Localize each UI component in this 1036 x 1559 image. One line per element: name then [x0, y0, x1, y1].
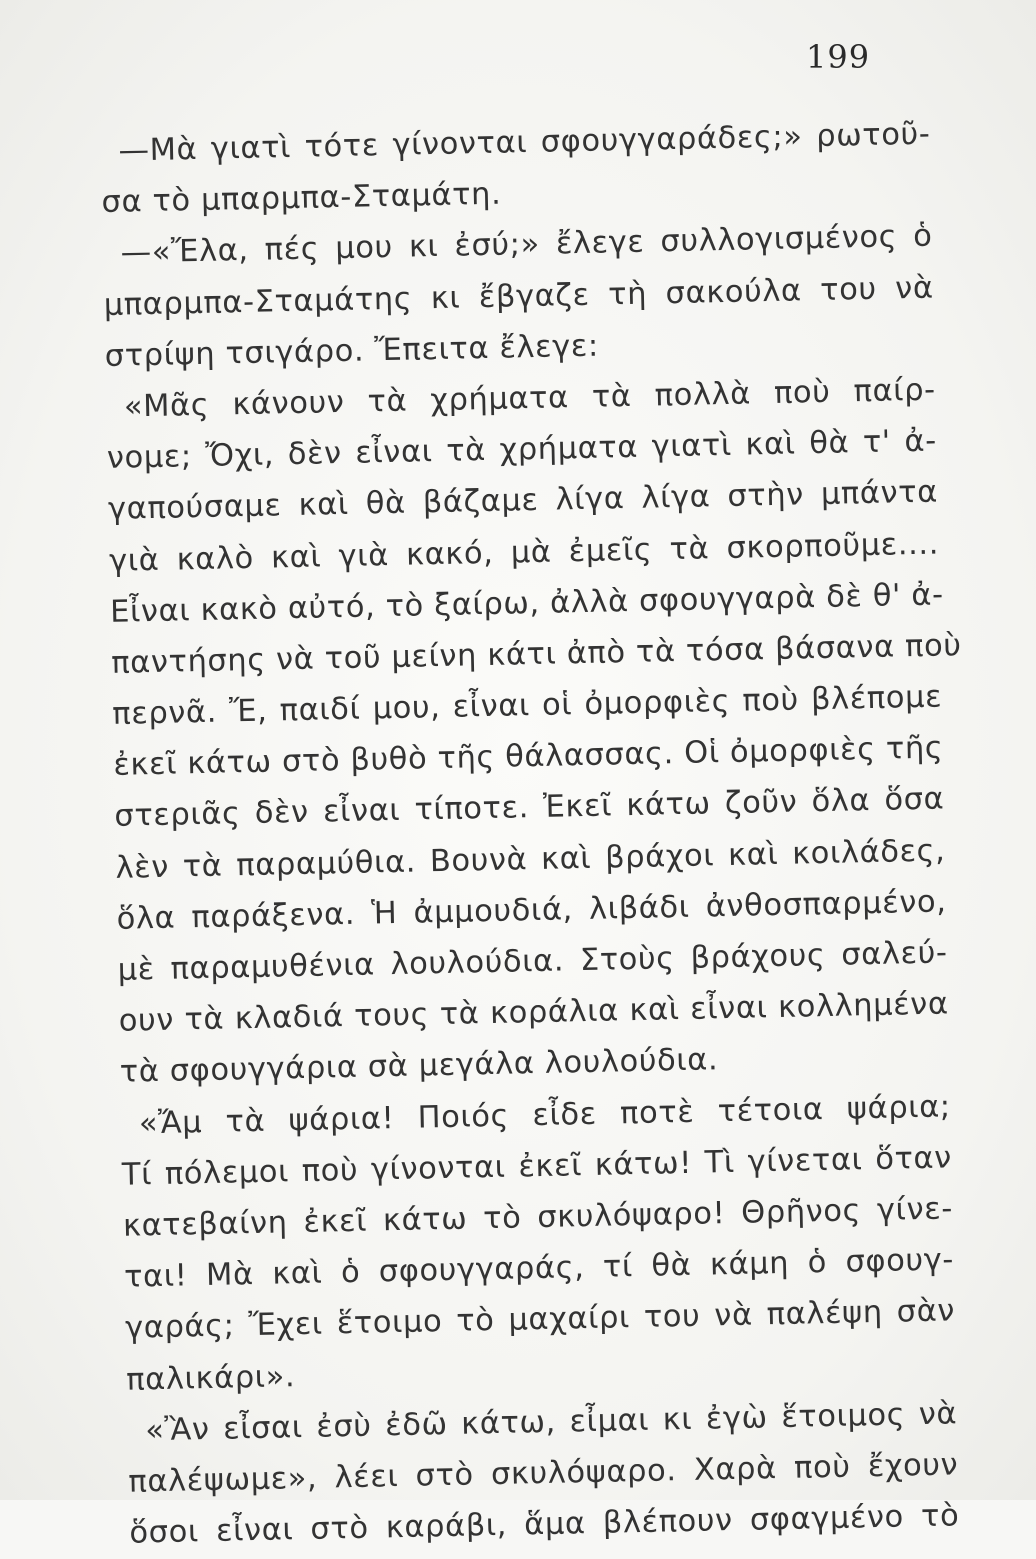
text-line: ἐκεῖ κάτω στὸ βυθὸ τῆς θάλασσας. Οἱ ὀμορφιὲς τῆς: [113, 730, 944, 784]
text-line: ται! Μὰ καὶ ὁ σφουγγαράς, τί θὰ κάμη ὁ σφουγ-: [123, 1242, 955, 1295]
page-number: 199: [806, 38, 871, 76]
text-line: ὅλα παράξενα. Ἡ ἀμμουδιά, λιβάδι ἀνθοσπαρμένο,: [116, 884, 947, 937]
text-line: παλικάρι».: [125, 1358, 296, 1398]
text-line: ουν τὰ κλαδιά τους τὰ κοράλια καὶ εἶναι κολλημένα: [118, 986, 949, 1039]
text-line: γαπούσαμε καὶ θὰ βάζαμε λίγα λίγα στὴν μπάντα: [107, 474, 939, 528]
text-line: γαράς; Ἔχει ἕτοιμο τὸ μαχαίρι του νὰ παλέψη σὰν: [124, 1293, 956, 1347]
text-line: λὲν τὰ παραμύθια. Βουνὰ καὶ βράχοι καὶ κοιλάδες,: [115, 833, 946, 886]
text-line: στρίψη τσιγάρο. Ἔπειτα ἔλεγε:: [104, 328, 600, 374]
text-line: σα τὸ μπαρμπα-Σταμάτη.: [101, 176, 502, 221]
text-line: τὰ σφουγγάρια σὰ μεγάλα λουλούδια.: [119, 1042, 719, 1091]
text-line: «Ἂν εἶσαι ἐσὺ ἐδῶ κάτω, εἶμαι κι ἐγὼ ἕτοιμος νὰ: [144, 1396, 958, 1449]
text-line: νομε; Ὄχι, δὲν εἶναι τὰ χρήματα γιατὶ καὶ θὰ τ' ἀ-: [106, 423, 938, 477]
text-line: ὅσοι εἶναι στὸ καράβι, ἅμα βλέπουν σφαγμένο τὸ: [129, 1498, 960, 1551]
text-line: Τί πόλεμοι ποὺ γίνονται ἐκεῖ κάτω! Τὶ γίνεται ὅταν: [121, 1140, 953, 1193]
text-line: στεριᾶς δὲν εἶναι τίποτε. Ἐκεῖ κάτω ζοῦν ὅλα ὅσα: [114, 781, 945, 835]
text-line: —Μὰ γιατὶ τότε γίνονται σφουγγαράδες;» ρωτοῦ-: [118, 116, 931, 169]
body-text: [100, 109, 960, 1559]
text-line: παλέψωμε», λέει στὸ σκυλόψαρο. Χαρὰ ποὺ ἔχουν: [128, 1447, 959, 1500]
text-line: Εἶναι κακὸ αὐτό, τὸ ξαίρω, ἀλλὰ σφουγγαρὰ δὲ θ' ἀ-: [109, 577, 944, 630]
text-line: κατεβαίνη ἐκεῖ κάτω τὸ σκυλόψαρο! Θρῆνος γίνε-: [122, 1191, 954, 1244]
text-line: μπαρμπα-Σταμάτης κι ἔβγαζε τὴ σακούλα του νὰ: [103, 270, 934, 323]
text-line: γιὰ καλὸ καὶ γιὰ κακό, μὰ ἐμεῖς τὰ σκορποῦμε....: [108, 526, 940, 579]
text-line: περνᾶ. Ἔ, παιδί μου, εἶναι οἱ ὀμορφιὲς ποὺ βλέπομε: [111, 679, 943, 732]
text-line: —«Ἔλα, πές μου κι ἐσύ;» ἔλεγε συλλογισμένος ὁ: [120, 218, 933, 271]
text-line: «Ἄμ τὰ ψάρια! Ποιός εἶδε ποτὲ τέτοια ψάρια;: [138, 1088, 952, 1141]
text-line: παντήσης νὰ τοῦ μείνη κάτι ἀπὸ τὰ τόσα βάσανα ποὺ: [110, 627, 962, 681]
text-line: μὲ παραμυθένια λουλούδια. Στοὺς βράχους σαλεύ-: [117, 935, 948, 988]
text-line: «Μᾶς κάνουν τὰ χρήματα τὰ πολλὰ ποὺ παίρ-: [123, 372, 937, 425]
